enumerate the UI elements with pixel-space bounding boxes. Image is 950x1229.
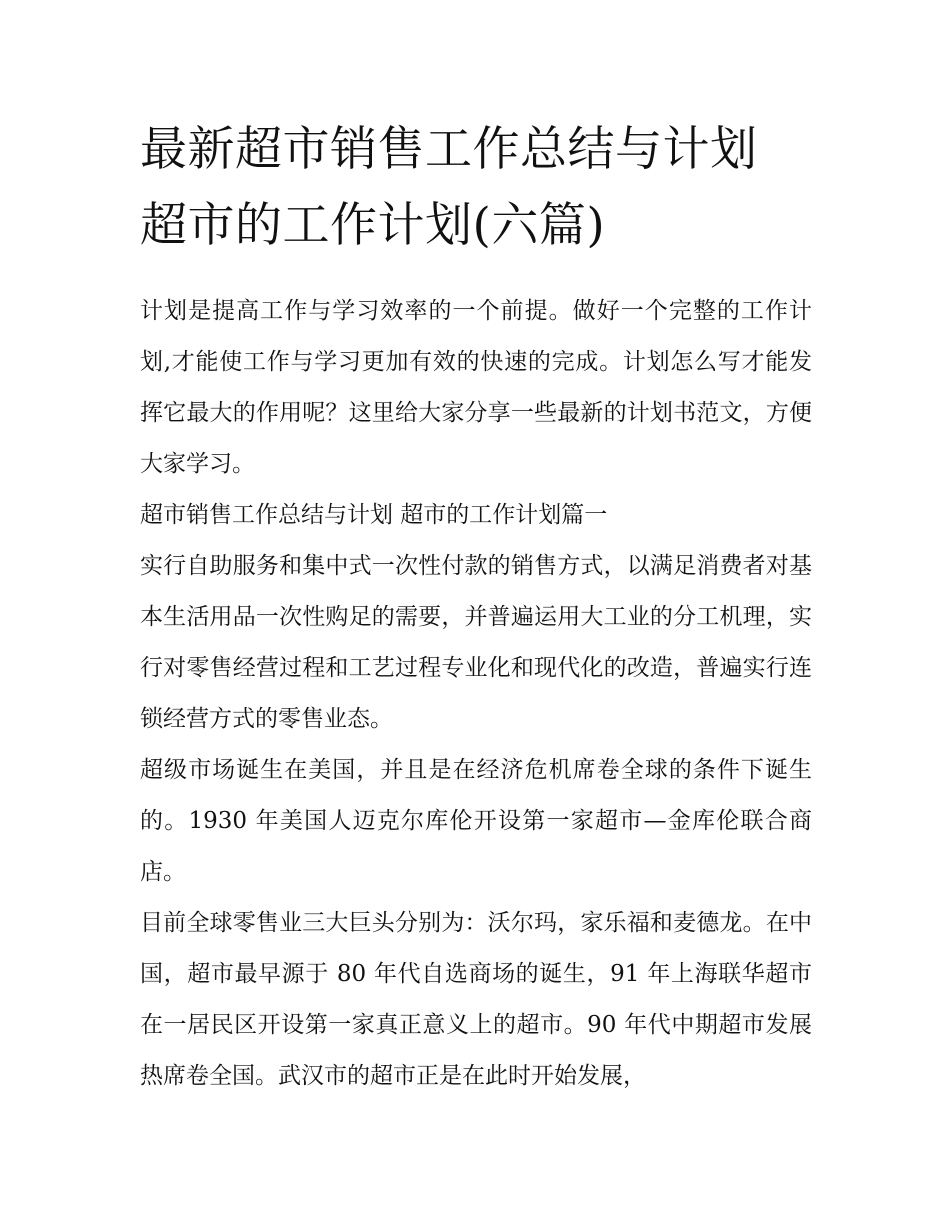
body-paragraph: 目前全球零售业三大巨头分别为：沃尔玛，家乐福和麦德龙。在中国，超市最早源于 80 年代自选商场的诞生，91 年上海联华超市在一居民区开设第一家真正意义上的超市。90 年代中期超市发展热席卷全国。武汉市的超市正是在此时开始发展，: [140, 910, 812, 1089]
title-line-2: 超市的工作计划(六篇): [140, 198, 606, 253]
intro-paragraph: 计划是提高工作与学习效率的一个前提。做好一个完整的工作计划,才能使工作与学习更加有效的快速的完成。计划怎么写才能发挥它最大的作用呢？这里给大家分享一些最新的计划书范文，方便大家学习。: [140, 298, 812, 477]
document-title: [140, 112, 812, 264]
document-body: [140, 286, 812, 1102]
title-line-1: 最新超市销售工作总结与计划: [140, 122, 758, 177]
body-paragraph: 实行自助服务和集中式一次性付款的销售方式，以满足消费者对基本生活用品一次性购足的需要，并普遍运用大工业的分工机理，实行对零售经营过程和工艺过程专业化和现代化的改造，普遍实行连锁经营方式的零售业态。: [140, 553, 812, 732]
section-heading: 超市销售工作总结与计划 超市的工作计划篇一: [140, 502, 608, 528]
body-paragraph: 超级市场诞生在美国，并且是在经济危机席卷全球的条件下诞生的。1930 年美国人迈克尔库伦开设第一家超市—金库伦联合商店。: [140, 757, 812, 885]
document-page: [140, 112, 812, 1102]
